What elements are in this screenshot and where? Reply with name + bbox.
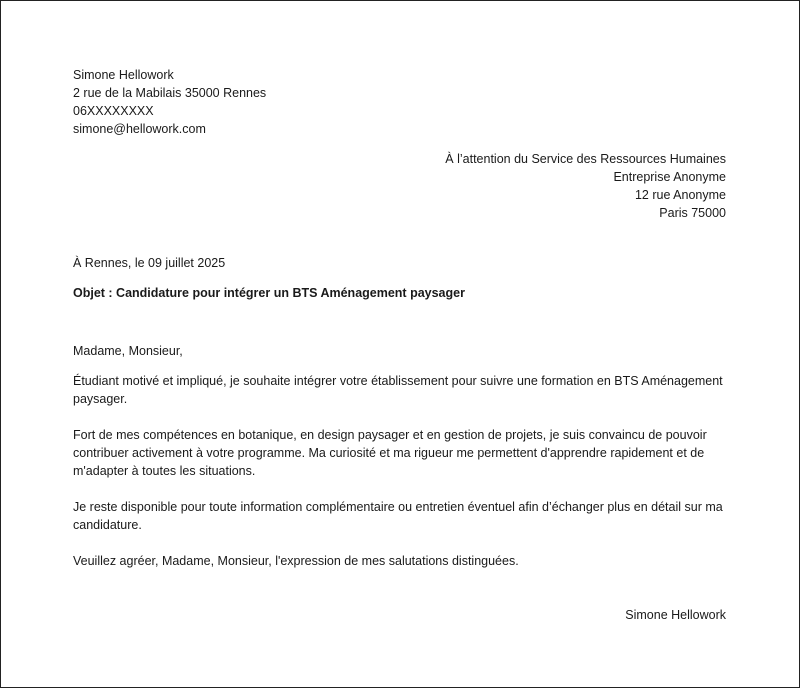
recipient-block [445, 150, 726, 222]
recipient-city: Paris 75000 [659, 206, 726, 220]
subject-line: Objet : Candidature pour intégrer un BTS Aménagement paysager [73, 286, 465, 300]
paragraph: Fort de mes compétences en botanique, en design paysager et en gestion de projets, je suis convaincu de pouvoir contribuer activement à votre programme. Ma curiosité et ma rigueur me permettent d'apprendre rapidement et de m'adapter à toutes les situations. [73, 428, 707, 478]
salutation: Madame, Monsieur, [73, 344, 183, 358]
paragraph: Étudiant motivé et impliqué, je souhaite intégrer votre établissement pour suivre une formation en BTS Aménagement paysager. [73, 374, 723, 406]
paragraph: Veuillez agréer, Madame, Monsieur, l'expression de mes salutations distinguées. [73, 554, 519, 568]
sender-address: 2 rue de la Mabilais 35000 Rennes [73, 86, 267, 100]
date-line: À Rennes, le 09 juillet 2025 [73, 256, 226, 270]
sender-block [73, 66, 266, 138]
letter-body [73, 372, 733, 588]
signature: Simone Hellowork [625, 608, 726, 622]
paragraph: Je reste disponible pour toute information complémentaire ou entretien éventuel afin d’échanger plus en détail sur ma candidature. [73, 500, 723, 532]
recipient-street: 12 rue Anonyme [634, 188, 726, 202]
recipient-attention: À l’attention du Service des Ressources Humaines [445, 152, 726, 166]
sender-email: simone@hellowork.com [73, 122, 206, 136]
recipient-company: Entreprise Anonyme [613, 170, 726, 184]
sender-name: Simone Hellowork [73, 68, 174, 82]
sender-phone: 06XXXXXXXX [73, 104, 154, 118]
